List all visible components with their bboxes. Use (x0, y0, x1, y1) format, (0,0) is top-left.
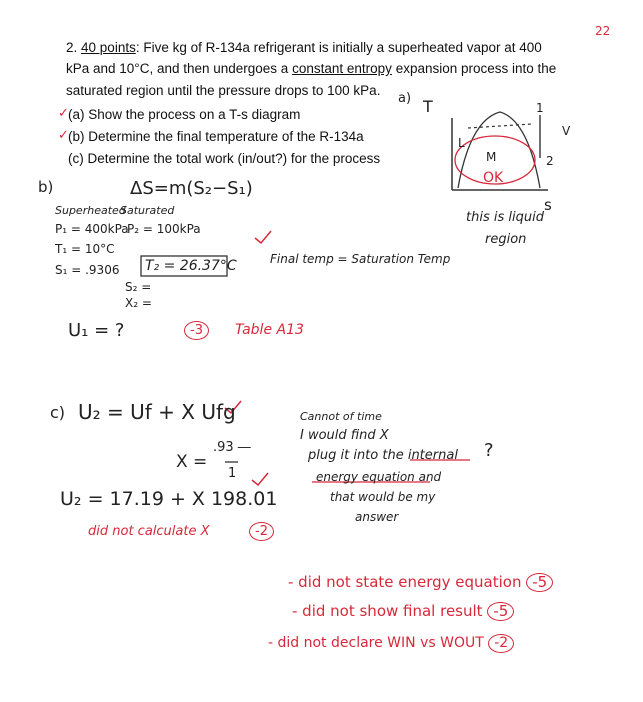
pressure-2: P₂ = 100kPa (127, 222, 201, 236)
u1-unknown: U₁ = ? (68, 320, 125, 341)
vapor-label: V (562, 124, 571, 138)
check-mark-icon: ✓ (58, 128, 69, 143)
saturated-heading: Saturated (120, 204, 175, 217)
note-line: Cannot of time (300, 410, 382, 423)
t-axis-label: T (423, 97, 433, 116)
grader-comment: - did not state energy equation -5 (288, 573, 553, 592)
final-temp-note: Final temp = Saturation Temp (270, 252, 451, 266)
quality-numerator: .93 ― (213, 440, 251, 455)
region-note: region (485, 232, 527, 247)
grader-comment: did not calculate X (88, 524, 210, 539)
check-mark-icon (255, 231, 271, 243)
problem-line-1: 2. 40 points: Five kg of R-134a refrigerant is initially a superheated vapor at 400 (66, 40, 542, 55)
problem-line-3: saturated region until the pressure drops to 100 kPa. (66, 83, 381, 98)
part-b-label: b) (38, 178, 54, 196)
deduction-badge: -3 (184, 321, 209, 340)
liquid-label: L (458, 136, 465, 150)
part-c: (c) Determine the total work (in/out?) for the process (68, 151, 381, 166)
note-line: energy equation and (316, 470, 442, 484)
pressure-1: P₁ = 400kPa (55, 222, 129, 236)
part-c-label: c) (50, 403, 66, 422)
note-line: that would be my (330, 490, 436, 504)
page-number: 22 (595, 24, 611, 38)
problem-statement-2b: constant entropy (292, 61, 392, 76)
check-mark-icon: ✓ (58, 106, 69, 121)
deduction-badge: -5 (526, 573, 553, 592)
grader-comment: - did not declare WIN vs WOUT -2 (268, 634, 514, 653)
deduction-badge: -2 (249, 522, 274, 541)
grader-comment: - did not show final result -5 (292, 602, 514, 621)
note-line: I would find X (300, 428, 389, 443)
deduction-badge: -5 (487, 602, 514, 621)
check-mark-icon (252, 473, 268, 485)
ok-mark: OK (483, 170, 504, 186)
problem-number: 2. (66, 40, 78, 55)
entropy-2: S₂ = (125, 280, 152, 294)
note-line: plug it into the internal (308, 448, 458, 463)
part-b: (b) Determine the final temperature of the R-134a (68, 129, 364, 144)
deduction-badge: -2 (488, 634, 514, 653)
part-a: (a) Show the process on a T-s diagram (68, 107, 301, 122)
problem-points: 40 points (81, 40, 136, 55)
entropy-1: S₁ = .9306 (55, 263, 120, 277)
superheated-heading: Superheated (55, 204, 126, 217)
liquid-note: this is liquid (466, 210, 544, 225)
mixture-label: M (486, 150, 497, 164)
quality-2: X₂ = (125, 296, 152, 310)
quality-denominator: 1 (228, 466, 237, 481)
internal-energy-equation: U₂ = Uf + X Ufg (78, 400, 236, 424)
problem-statement-2c: expansion process into the (395, 61, 557, 76)
dashed-line (468, 124, 532, 128)
temperature-2: T₂ = 26.37°C (145, 258, 237, 274)
problem-statement-1: Five kg of R-134a refrigerant is initially a superheated vapor at 400 (143, 40, 542, 55)
diagram-label: a) (398, 91, 412, 106)
temperature-1: T₁ = 10°C (55, 242, 115, 256)
note-question-mark: ? (484, 440, 494, 461)
problem-statement-2a: kPa and 10°C, and then undergoes a (66, 61, 289, 76)
state-1-label: 1 (536, 101, 544, 115)
s-axis-label: s (544, 196, 552, 214)
u2-equation: U₂ = 17.19 + X 198.01 (60, 488, 278, 510)
state-2-label: 2 (546, 154, 554, 168)
table-reference: Table A13 (235, 322, 304, 338)
entropy-equation: ΔS=m(S₂−S₁) (130, 178, 253, 199)
note-line: answer (355, 510, 399, 524)
quality-equation: X = (176, 452, 208, 472)
